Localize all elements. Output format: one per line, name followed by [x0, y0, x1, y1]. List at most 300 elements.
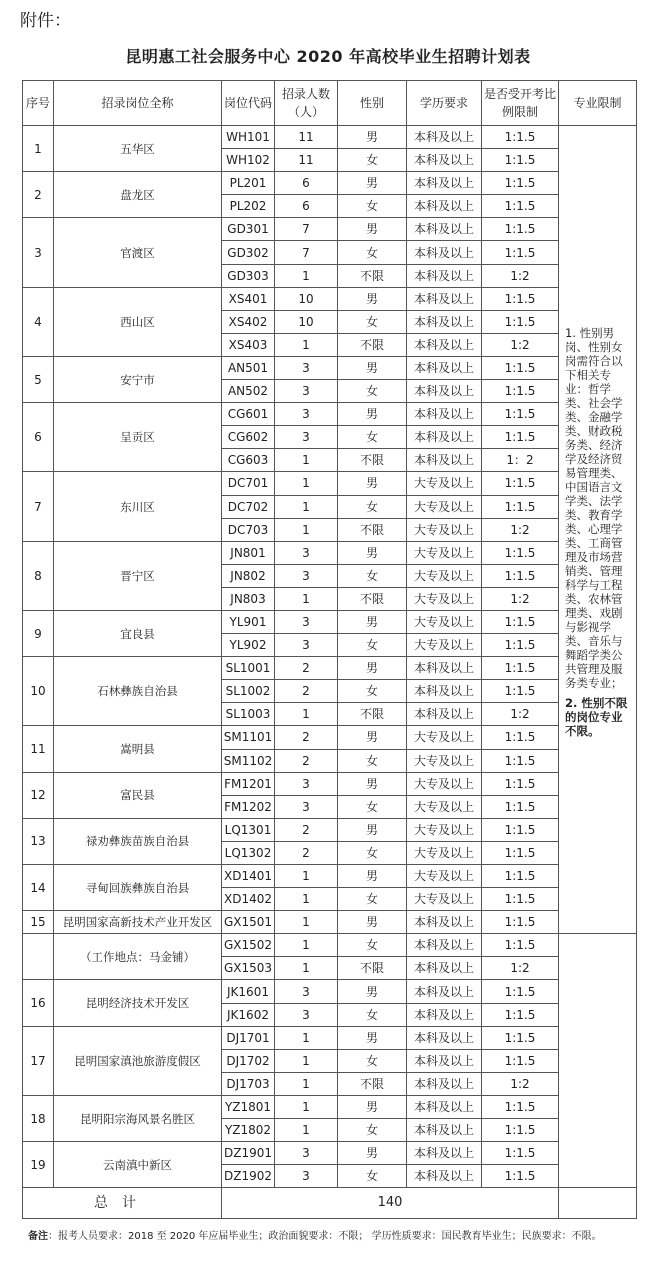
cell-count: 10 [275, 310, 338, 333]
cell-education: 大专及以上 [407, 795, 482, 818]
cell-count: 3 [275, 403, 338, 426]
table-row [23, 934, 637, 957]
cell-count: 1 [275, 1095, 338, 1118]
cell-gender: 男 [338, 610, 407, 633]
major-limit-item-1: 1. 性别男岗、性别女岗需符合以下相关专业：哲学类、社会学类、金融学类、财政税务类、经济学及经济贸易管理类、中国语言文学类、法学类、教育学类、心理学类、工商管理及市场营销类、管理科学与工程类、农林管理类、戏剧与影视学类、音乐与舞蹈学类公共管理及服务类专业； [565, 326, 623, 690]
cell-gender: 男 [338, 657, 407, 680]
cell-count: 1 [275, 587, 338, 610]
cell-gender: 女 [338, 1049, 407, 1072]
cell-position-name: 嵩明县 [54, 726, 222, 772]
cell-ratio: 1:1.5 [482, 541, 559, 564]
cell-count: 3 [275, 772, 338, 795]
cell-position-name: 呈贡区 [54, 403, 222, 472]
cell-seq: 16 [23, 980, 54, 1026]
cell-code: XS401 [222, 287, 275, 310]
cell-gender: 男 [338, 126, 407, 149]
cell-education: 本科及以上 [407, 1049, 482, 1072]
cell-gender: 女 [338, 934, 407, 957]
cell-education: 本科及以上 [407, 218, 482, 241]
cell-code: GD303 [222, 264, 275, 287]
cell-count: 3 [275, 380, 338, 403]
cell-gender: 女 [338, 310, 407, 333]
cell-ratio: 1:1.5 [482, 818, 559, 841]
cell-code: GX1502 [222, 934, 275, 957]
cell-ratio: 1:1.5 [482, 1095, 559, 1118]
cell-position-name: 东川区 [54, 472, 222, 541]
cell-gender: 女 [338, 680, 407, 703]
table-header-row [23, 81, 637, 126]
cell-seq: 15 [23, 911, 54, 934]
cell-code: AN501 [222, 356, 275, 379]
table-row [23, 218, 637, 241]
total-row [23, 1188, 637, 1219]
cell-code: YZ1801 [222, 1095, 275, 1118]
cell-gender: 女 [338, 1165, 407, 1188]
cell-code: CG603 [222, 449, 275, 472]
cell-gender: 男 [338, 980, 407, 1003]
cell-gender: 女 [338, 426, 407, 449]
cell-code: PL201 [222, 172, 275, 195]
cell-seq: 4 [23, 287, 54, 356]
cell-gender: 女 [338, 241, 407, 264]
cell-gender: 男 [338, 472, 407, 495]
cell-count: 11 [275, 126, 338, 149]
cell-education: 大专及以上 [407, 472, 482, 495]
cell-ratio: 1:1.5 [482, 795, 559, 818]
cell-ratio: 1:1.5 [482, 287, 559, 310]
cell-code: FM1202 [222, 795, 275, 818]
cell-code: JK1602 [222, 1003, 275, 1026]
cell-education: 本科及以上 [407, 310, 482, 333]
cell-count: 1 [275, 957, 338, 980]
cell-gender: 女 [338, 1119, 407, 1142]
cell-gender: 女 [338, 195, 407, 218]
cell-seq: 8 [23, 541, 54, 610]
cell-education: 大专及以上 [407, 634, 482, 657]
header-count: 招录人数（人） [275, 81, 338, 126]
cell-education: 大专及以上 [407, 772, 482, 795]
cell-count: 3 [275, 541, 338, 564]
cell-ratio: 1:1.5 [482, 403, 559, 426]
cell-gender: 女 [338, 634, 407, 657]
cell-seq: 12 [23, 772, 54, 818]
cell-ratio: 1:1.5 [482, 749, 559, 772]
cell-gender: 女 [338, 564, 407, 587]
cell-count: 10 [275, 287, 338, 310]
cell-major-limit [559, 126, 637, 934]
cell-count: 3 [275, 795, 338, 818]
cell-code: DC701 [222, 472, 275, 495]
cell-code: JN801 [222, 541, 275, 564]
cell-seq: 9 [23, 610, 54, 656]
cell-code: GD301 [222, 218, 275, 241]
cell-education: 本科及以上 [407, 426, 482, 449]
cell-seq [23, 934, 54, 980]
header-gender: 性别 [338, 81, 407, 126]
table-row [23, 726, 637, 749]
table-row [23, 865, 637, 888]
cell-education: 本科及以上 [407, 264, 482, 287]
cell-gender: 女 [338, 1003, 407, 1026]
cell-count: 7 [275, 241, 338, 264]
cell-ratio: 1:1.5 [482, 149, 559, 172]
recruitment-table [22, 80, 637, 1219]
cell-education: 本科及以上 [407, 1072, 482, 1095]
cell-count: 3 [275, 564, 338, 587]
cell-ratio: 1:1.5 [482, 495, 559, 518]
cell-ratio: 1:1.5 [482, 726, 559, 749]
cell-ratio: 1:1.5 [482, 1003, 559, 1026]
table-row [23, 172, 637, 195]
cell-ratio: 1:1.5 [482, 680, 559, 703]
cell-code: JN802 [222, 564, 275, 587]
cell-ratio: 1:1.5 [482, 310, 559, 333]
cell-seq: 18 [23, 1095, 54, 1141]
cell-education: 本科及以上 [407, 449, 482, 472]
cell-ratio: 1:2 [482, 264, 559, 287]
cell-count: 1 [275, 1026, 338, 1049]
total-value: 140 [222, 1188, 559, 1219]
table-row [23, 287, 637, 310]
cell-education: 本科及以上 [407, 980, 482, 1003]
header-seq: 序号 [23, 81, 54, 126]
cell-count: 1 [275, 1049, 338, 1072]
cell-education: 大专及以上 [407, 888, 482, 911]
cell-position-name: 晋宁区 [54, 541, 222, 610]
cell-count: 1 [275, 472, 338, 495]
cell-gender: 不限 [338, 449, 407, 472]
total-empty-cell [559, 1188, 637, 1219]
cell-education: 本科及以上 [407, 380, 482, 403]
cell-education: 本科及以上 [407, 957, 482, 980]
cell-seq: 2 [23, 172, 54, 218]
cell-ratio: 1:1.5 [482, 380, 559, 403]
cell-seq: 11 [23, 726, 54, 772]
cell-gender: 男 [338, 218, 407, 241]
cell-ratio: 1:1.5 [482, 472, 559, 495]
cell-gender: 不限 [338, 587, 407, 610]
cell-gender: 女 [338, 749, 407, 772]
cell-ratio: 1:1.5 [482, 172, 559, 195]
cell-gender: 女 [338, 841, 407, 864]
cell-code: SL1002 [222, 680, 275, 703]
cell-education: 本科及以上 [407, 287, 482, 310]
cell-education: 大专及以上 [407, 564, 482, 587]
cell-count: 2 [275, 680, 338, 703]
cell-count: 1 [275, 518, 338, 541]
table-row [23, 657, 637, 680]
cell-ratio: 1:1.5 [482, 841, 559, 864]
cell-ratio: 1:1.5 [482, 772, 559, 795]
cell-code: GX1503 [222, 957, 275, 980]
table-row [23, 472, 637, 495]
cell-position-name: 寻甸回族彝族自治县 [54, 865, 222, 911]
cell-position-name: 昆明国家高新技术产业开发区 [54, 911, 222, 934]
cell-code: JN803 [222, 587, 275, 610]
cell-ratio: 1:1.5 [482, 1026, 559, 1049]
cell-gender: 男 [338, 356, 407, 379]
cell-ratio: 1:1.5 [482, 564, 559, 587]
cell-count: 1 [275, 703, 338, 726]
cell-education: 大专及以上 [407, 818, 482, 841]
cell-education: 本科及以上 [407, 703, 482, 726]
cell-ratio: 1:2 [482, 1072, 559, 1095]
cell-code: SL1003 [222, 703, 275, 726]
attachment-label: 附件： [20, 11, 71, 31]
cell-gender: 不限 [338, 957, 407, 980]
cell-count: 6 [275, 195, 338, 218]
cell-gender: 男 [338, 818, 407, 841]
cell-seq: 7 [23, 472, 54, 541]
table-row [23, 126, 637, 149]
cell-code: XD1402 [222, 888, 275, 911]
table-row [23, 911, 637, 934]
cell-gender: 男 [338, 865, 407, 888]
cell-major-limit-empty [559, 934, 637, 1188]
cell-count: 2 [275, 726, 338, 749]
cell-ratio: 1:1.5 [482, 195, 559, 218]
table-body [23, 126, 637, 1219]
cell-gender: 不限 [338, 333, 407, 356]
cell-code: PL202 [222, 195, 275, 218]
table-row [23, 1142, 637, 1165]
cell-education: 本科及以上 [407, 172, 482, 195]
cell-ratio: 1:1.5 [482, 980, 559, 1003]
cell-ratio: 1:1.5 [482, 888, 559, 911]
cell-code: DZ1901 [222, 1142, 275, 1165]
cell-code: DC703 [222, 518, 275, 541]
cell-code: DJ1701 [222, 1026, 275, 1049]
cell-education: 本科及以上 [407, 1119, 482, 1142]
cell-count: 3 [275, 610, 338, 633]
cell-ratio: 1:1.5 [482, 1049, 559, 1072]
cell-position-name: 昆明经济技术开发区 [54, 980, 222, 1026]
cell-code: LQ1301 [222, 818, 275, 841]
cell-position-name: 西山区 [54, 287, 222, 356]
cell-position-name: 富民县 [54, 772, 222, 818]
cell-seq: 10 [23, 657, 54, 726]
cell-gender: 男 [338, 1095, 407, 1118]
cell-ratio: 1:1.5 [482, 610, 559, 633]
table-row [23, 541, 637, 564]
cell-count: 2 [275, 818, 338, 841]
cell-count: 3 [275, 1165, 338, 1188]
cell-position-name: （工作地点：马金铺） [54, 934, 222, 980]
cell-count: 1 [275, 449, 338, 472]
cell-position-name: 昆明阳宗海风景名胜区 [54, 1095, 222, 1141]
table-row [23, 403, 637, 426]
footnote-label: 备注 [28, 1231, 48, 1242]
cell-education: 本科及以上 [407, 911, 482, 934]
cell-gender: 女 [338, 149, 407, 172]
cell-position-name: 禄劝彝族苗族自治县 [54, 818, 222, 864]
cell-education: 大专及以上 [407, 518, 482, 541]
cell-gender: 男 [338, 172, 407, 195]
cell-count: 11 [275, 149, 338, 172]
cell-education: 本科及以上 [407, 934, 482, 957]
cell-count: 1 [275, 495, 338, 518]
cell-code: GX1501 [222, 911, 275, 934]
cell-gender: 女 [338, 495, 407, 518]
cell-ratio: 1:2 [482, 957, 559, 980]
cell-gender: 不限 [338, 518, 407, 541]
cell-ratio: 1:1.5 [482, 1165, 559, 1188]
cell-count: 1 [275, 264, 338, 287]
cell-code: SM1101 [222, 726, 275, 749]
cell-gender: 男 [338, 403, 407, 426]
cell-code: XD1401 [222, 865, 275, 888]
cell-position-name: 昆明国家滇池旅游度假区 [54, 1026, 222, 1095]
cell-education: 本科及以上 [407, 680, 482, 703]
footnote-text: ：报考人员要求：2018 至 2020 年应届毕业生；政治面貌要求：不限； 学历性质要求：国民教育毕业生；民族要求：不限。 [48, 1231, 602, 1242]
cell-gender: 男 [338, 541, 407, 564]
cell-ratio: 1:2 [482, 587, 559, 610]
cell-ratio: 1:1.5 [482, 865, 559, 888]
cell-code: FM1201 [222, 772, 275, 795]
cell-count: 2 [275, 657, 338, 680]
cell-code: WH101 [222, 126, 275, 149]
cell-education: 本科及以上 [407, 333, 482, 356]
cell-seq: 5 [23, 356, 54, 402]
cell-education: 本科及以上 [407, 1165, 482, 1188]
cell-count: 3 [275, 356, 338, 379]
cell-education: 本科及以上 [407, 195, 482, 218]
cell-gender: 男 [338, 1026, 407, 1049]
cell-gender: 男 [338, 911, 407, 934]
cell-education: 本科及以上 [407, 1026, 482, 1049]
cell-code: XS402 [222, 310, 275, 333]
table-row [23, 1095, 637, 1118]
cell-ratio: 1:1.5 [482, 934, 559, 957]
cell-gender: 女 [338, 888, 407, 911]
cell-seq: 19 [23, 1142, 54, 1188]
total-label: 总计 [23, 1188, 222, 1219]
cell-seq: 17 [23, 1026, 54, 1095]
cell-count: 3 [275, 1142, 338, 1165]
cell-ratio: 1:1.5 [482, 218, 559, 241]
cell-ratio: 1:1.5 [482, 911, 559, 934]
cell-count: 3 [275, 426, 338, 449]
cell-education: 本科及以上 [407, 241, 482, 264]
cell-seq: 1 [23, 126, 54, 172]
cell-count: 1 [275, 1119, 338, 1142]
cell-code: JK1601 [222, 980, 275, 1003]
cell-count: 3 [275, 634, 338, 657]
cell-code: LQ1302 [222, 841, 275, 864]
cell-code: DJ1703 [222, 1072, 275, 1095]
cell-ratio: 1:1.5 [482, 356, 559, 379]
cell-gender: 不限 [338, 264, 407, 287]
cell-ratio: 1:2 [482, 333, 559, 356]
cell-code: DJ1702 [222, 1049, 275, 1072]
cell-education: 大专及以上 [407, 841, 482, 864]
cell-code: XS403 [222, 333, 275, 356]
cell-seq: 13 [23, 818, 54, 864]
cell-education: 大专及以上 [407, 610, 482, 633]
cell-count: 3 [275, 1003, 338, 1026]
cell-count: 1 [275, 865, 338, 888]
cell-education: 大专及以上 [407, 495, 482, 518]
cell-ratio: 1:1.5 [482, 126, 559, 149]
major-limit-item-2: 2. 性别不限的岗位专业不限。 [565, 696, 628, 738]
cell-code: YL902 [222, 634, 275, 657]
cell-gender: 女 [338, 795, 407, 818]
cell-position-name: 官渡区 [54, 218, 222, 287]
cell-code: SL1001 [222, 657, 275, 680]
cell-position-name: 盘龙区 [54, 172, 222, 218]
header-code: 岗位代码 [222, 81, 275, 126]
cell-position-name: 宜良县 [54, 610, 222, 656]
cell-position-name: 云南滇中新区 [54, 1142, 222, 1188]
cell-ratio: 1:1.5 [482, 241, 559, 264]
table-row [23, 772, 637, 795]
table-row [23, 980, 637, 1003]
cell-seq: 14 [23, 865, 54, 911]
cell-education: 大专及以上 [407, 726, 482, 749]
cell-education: 本科及以上 [407, 1095, 482, 1118]
header-ratio: 是否受开考比例限制 [482, 81, 559, 126]
cell-code: DZ1902 [222, 1165, 275, 1188]
cell-ratio: 1:1.5 [482, 1119, 559, 1142]
cell-position-name: 石林彝族自治县 [54, 657, 222, 726]
header-education: 学历要求 [407, 81, 482, 126]
cell-education: 大专及以上 [407, 541, 482, 564]
cell-education: 本科及以上 [407, 657, 482, 680]
cell-code: CG601 [222, 403, 275, 426]
header-position-name: 招录岗位全称 [54, 81, 222, 126]
cell-ratio: 1:1.5 [482, 1142, 559, 1165]
cell-count: 2 [275, 841, 338, 864]
cell-education: 本科及以上 [407, 126, 482, 149]
cell-education: 本科及以上 [407, 149, 482, 172]
cell-education: 大专及以上 [407, 587, 482, 610]
cell-seq: 3 [23, 218, 54, 287]
cell-code: CG602 [222, 426, 275, 449]
header-major: 专业限制 [559, 81, 637, 126]
cell-count: 6 [275, 172, 338, 195]
cell-code: GD302 [222, 241, 275, 264]
cell-ratio: 1:1.5 [482, 426, 559, 449]
cell-gender: 不限 [338, 1072, 407, 1095]
page-title: 昆明惠工社会服务中心 2020 年高校毕业生招聘计划表 [125, 47, 531, 66]
table-row [23, 1026, 637, 1049]
cell-count: 3 [275, 980, 338, 1003]
cell-code: AN502 [222, 380, 275, 403]
cell-code: YZ1802 [222, 1119, 275, 1142]
cell-count: 1 [275, 934, 338, 957]
cell-education: 本科及以上 [407, 1003, 482, 1026]
cell-seq: 6 [23, 403, 54, 472]
table-row [23, 356, 637, 379]
cell-count: 1 [275, 1072, 338, 1095]
cell-count: 1 [275, 911, 338, 934]
cell-gender: 男 [338, 1142, 407, 1165]
cell-ratio: 1：2 [482, 449, 559, 472]
cell-ratio: 1:2 [482, 703, 559, 726]
table-row [23, 610, 637, 633]
cell-gender: 不限 [338, 703, 407, 726]
footnote [28, 1227, 602, 1242]
cell-gender: 男 [338, 772, 407, 795]
cell-ratio: 1:1.5 [482, 657, 559, 680]
cell-count: 1 [275, 333, 338, 356]
cell-education: 本科及以上 [407, 1142, 482, 1165]
cell-count: 1 [275, 888, 338, 911]
cell-ratio: 1:2 [482, 518, 559, 541]
cell-code: YL901 [222, 610, 275, 633]
table-row [23, 818, 637, 841]
cell-count: 7 [275, 218, 338, 241]
